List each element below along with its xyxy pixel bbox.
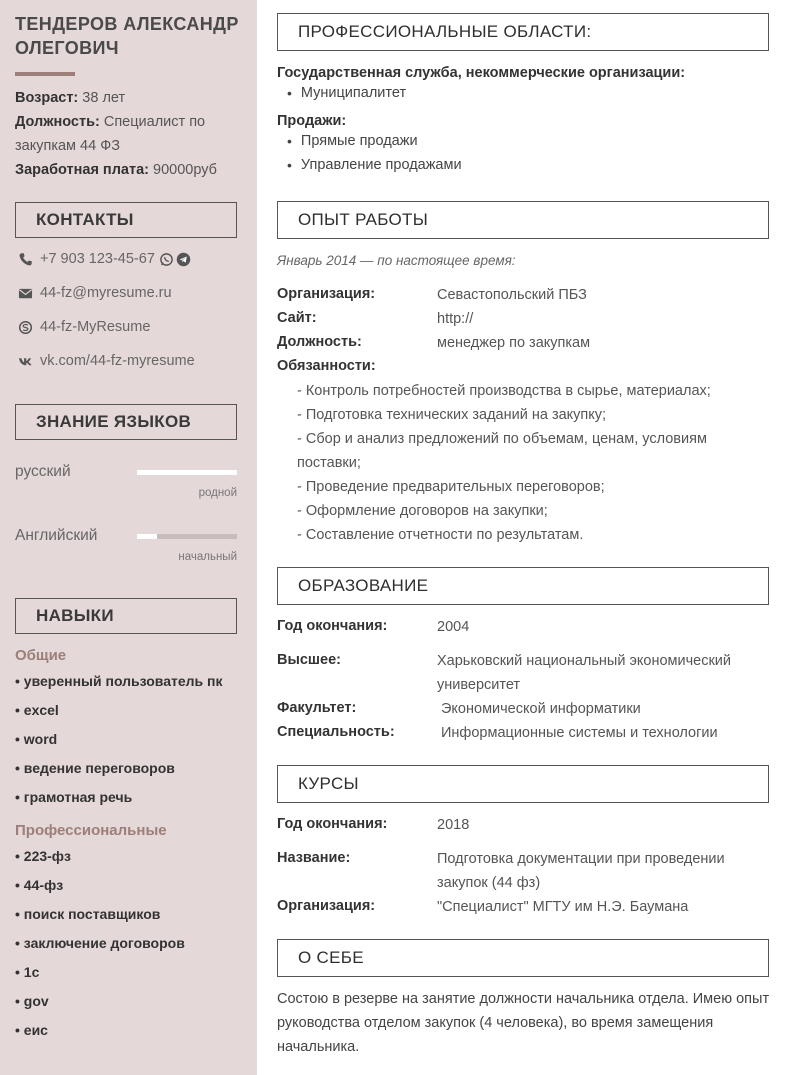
email-address[interactable]: 44-fz@myresume.ru — [40, 285, 172, 301]
course-org-label: Организация: — [277, 898, 376, 914]
edu-higher-label: Высшее: — [277, 652, 341, 668]
language-fill-russian — [137, 470, 237, 475]
contact-skype — [17, 316, 150, 338]
duty-item: - Контроль потребностей производства в сырье, материалах; — [297, 383, 711, 399]
about-title: О СЕБЕ — [277, 939, 769, 977]
age-line — [15, 86, 247, 110]
position-value: Специалист по закупкам 44 ФЗ — [15, 114, 206, 154]
edu-spec-value: Информационные системы и технологии — [441, 725, 718, 741]
areas-title: ПРОФЕССИОНАЛЬНЫЕ ОБЛАСТИ: — [277, 13, 769, 51]
salary-value: 90000руб — [153, 162, 217, 178]
edu-year-label: Год окончания: — [277, 618, 388, 634]
phone-icon — [17, 251, 33, 267]
course-name-label: Название: — [277, 850, 351, 866]
skills-professional-heading: Профессиональные — [15, 822, 167, 839]
language-fill-english — [137, 534, 157, 539]
area-item-label: • Управление продажами — [300, 157, 462, 173]
org-value: Севастопольский ПБЗ — [437, 287, 587, 303]
skype-login[interactable]: 44-fz-MyResume — [40, 319, 151, 335]
area-item-label: • Муниципалитет — [300, 85, 407, 101]
area-item — [287, 133, 418, 149]
skill-item: • 223-фз — [15, 848, 72, 864]
salary-label: Заработная плата: — [15, 162, 149, 178]
skills-title: НАВЫКИ — [15, 598, 237, 634]
position-label: Должность: — [15, 114, 100, 130]
whatsapp-icon[interactable] — [159, 251, 175, 267]
contact-phone — [17, 248, 199, 270]
courses-title: КУРСЫ — [277, 765, 769, 803]
org-label: Организация: — [277, 286, 376, 302]
course-year-label: Год окончания: — [277, 816, 388, 832]
site-value[interactable]: http:// — [437, 311, 474, 327]
duty-item: - Составление отчетности по результатам. — [297, 527, 584, 543]
skill-item: • поиск поставщиков — [15, 906, 161, 922]
telegram-icon[interactable] — [176, 251, 192, 267]
area-group-government: Государственная служба, некоммерческие организации: — [277, 65, 686, 81]
edu-spec-label: Специальность: — [277, 724, 395, 740]
duty-item: - Оформление договоров на закупки; — [297, 503, 548, 519]
edu-faculty-value: Экономической информатики — [441, 701, 641, 717]
language-name-russian: русский — [15, 463, 71, 480]
edu-year-value: 2004 — [437, 619, 470, 635]
skill-item: • грамотная речь — [15, 789, 133, 805]
age-label: Возраст: — [15, 90, 79, 106]
skill-item: • ведение переговоров — [15, 760, 175, 776]
area-item — [287, 85, 406, 101]
language-level-english: начальный — [178, 551, 237, 563]
skill-item: • excel — [15, 702, 59, 718]
course-year-value: 2018 — [437, 817, 470, 833]
position-line — [15, 110, 247, 158]
language-name-english: Английский — [15, 527, 98, 544]
age-value: 38 лет — [82, 90, 126, 106]
contact-vk — [17, 350, 195, 372]
area-item — [287, 157, 462, 173]
vk-link[interactable]: vk.com/44-fz-myresume — [40, 353, 195, 369]
language-bar-english — [137, 534, 237, 539]
duties-label: Обязанности: — [277, 358, 376, 374]
vk-icon — [17, 353, 33, 369]
pos-value: менеджер по закупкам — [437, 335, 591, 351]
about-text: Состою в резерве на занятие должности начальника отдела. Имею опыт руководства отделом закупок (4 человека), во время замещения начальника. — [277, 991, 770, 1055]
education-title: ОБРАЗОВАНИЕ — [277, 567, 769, 605]
phone-number[interactable]: +7 903 123-45-67 — [40, 251, 155, 267]
skill-item: • 44-фз — [15, 877, 64, 893]
salary-line — [15, 158, 247, 182]
name-underline — [15, 72, 75, 76]
main-content — [257, 0, 786, 1075]
skill-item: • еис — [15, 1022, 48, 1038]
experience-title: ОПЫТ РАБОТЫ — [277, 201, 769, 239]
skill-item: • уверенный пользователь пк — [15, 673, 223, 689]
pos-label: Должность: — [277, 334, 362, 350]
site-label: Сайт: — [277, 310, 317, 326]
area-item-label: • Прямые продажи — [300, 133, 418, 149]
duty-item: - Подготовка технических заданий на закупку; — [297, 407, 607, 423]
skill-item: • gov — [15, 993, 49, 1009]
course-org-value: "Специалист" МГТУ им Н.Э. Баумана — [437, 899, 689, 915]
person-name: ТЕНДЕРОВ АЛЕКСАНДР ОЛЕГОВИЧ — [15, 14, 239, 58]
language-bar-russian — [137, 470, 237, 475]
edu-faculty-label: Факультет: — [277, 700, 357, 716]
envelope-icon — [17, 285, 33, 301]
skill-item: • 1с — [15, 964, 40, 980]
contacts-title: КОНТАКТЫ — [15, 202, 237, 238]
skills-general-heading: Общие — [15, 647, 67, 664]
language-level-russian: родной — [198, 487, 237, 499]
skill-item: • заключение договоров — [15, 935, 185, 951]
skill-item: • word — [15, 731, 58, 747]
duty-item: - Сбор и анализ предложений по объемам, ценам, условиям поставки; — [297, 431, 707, 471]
languages-title: ЗНАНИЕ ЯЗЫКОВ — [15, 404, 237, 440]
sidebar — [0, 0, 257, 1075]
contact-email — [17, 282, 172, 304]
skype-icon — [17, 319, 33, 335]
duty-item: - Проведение предварительных переговоров; — [297, 479, 605, 495]
course-name-value: Подготовка документации при проведении закупок (44 фз) — [437, 851, 725, 891]
area-group-sales: Продажи: — [277, 113, 347, 129]
experience-period: Январь 2014 — по настоящее время: — [277, 253, 516, 268]
edu-higher-value: Харьковский национальный экономический университет — [437, 653, 731, 693]
